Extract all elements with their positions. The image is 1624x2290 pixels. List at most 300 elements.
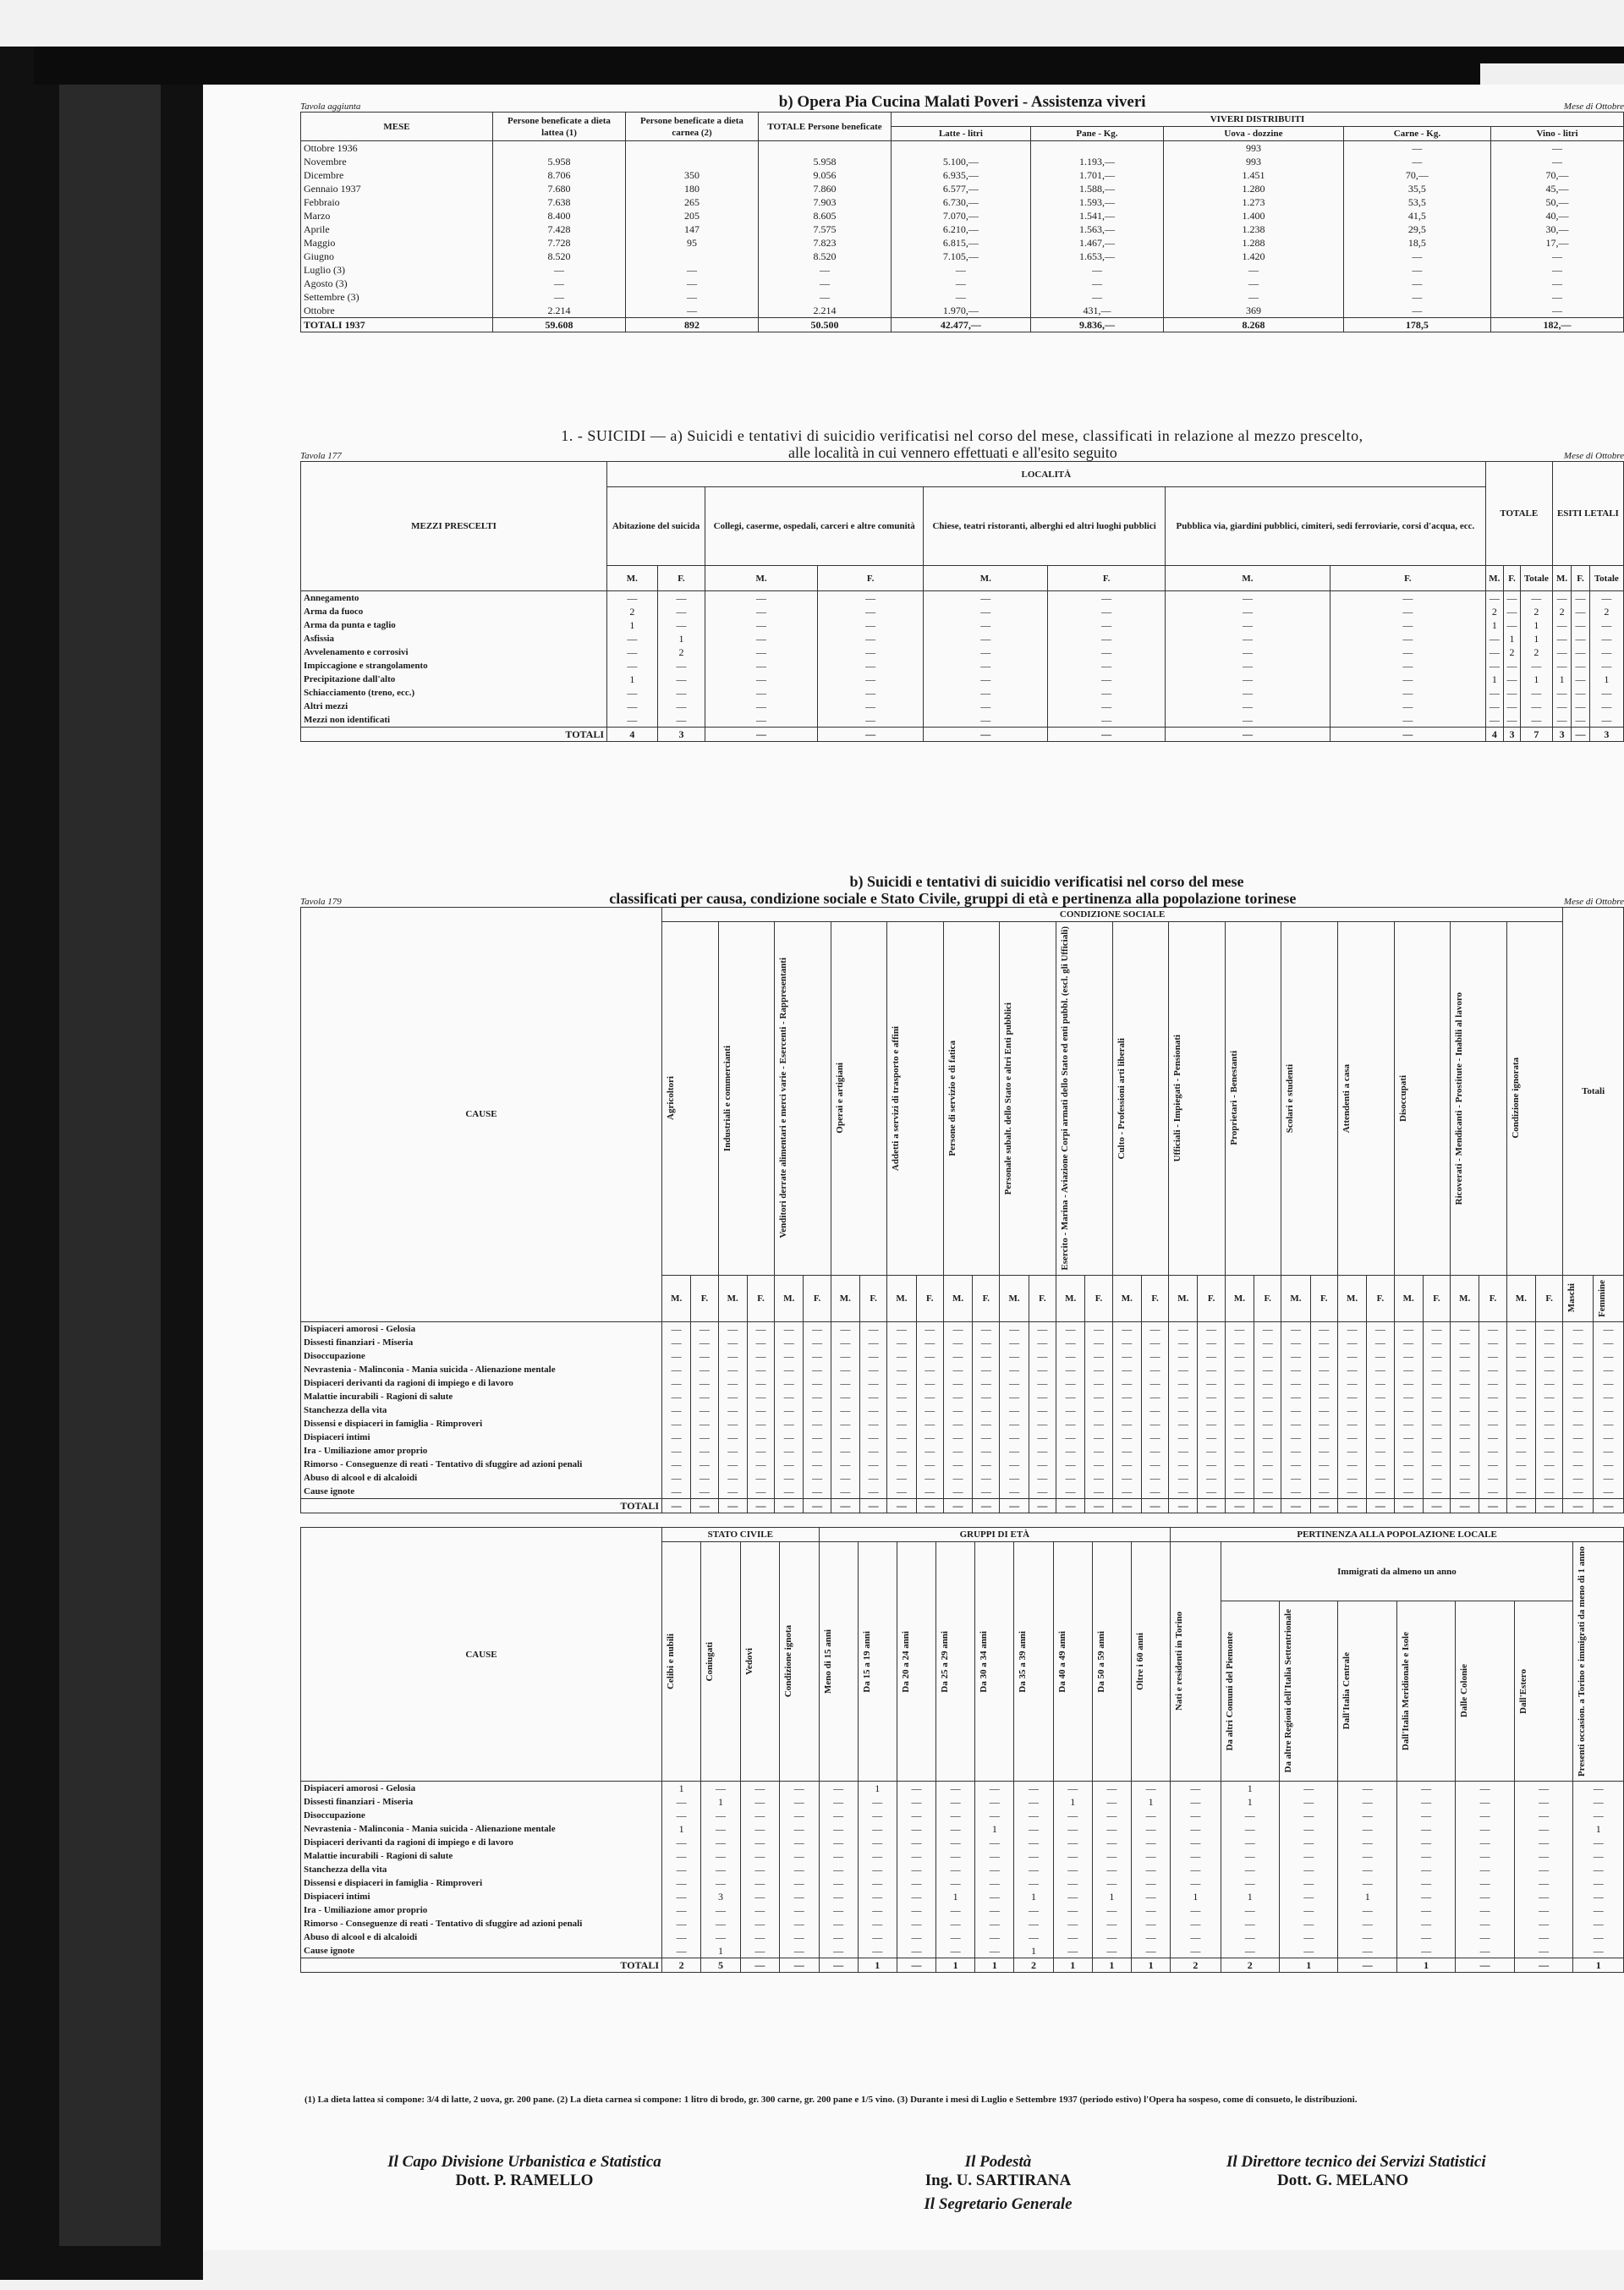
- total-cell: 2: [1171, 1958, 1221, 1973]
- table-cell: —: [1280, 1809, 1338, 1822]
- table-cell: [493, 141, 626, 156]
- table-cell: —: [1048, 686, 1166, 700]
- table-cell: —: [1169, 1458, 1198, 1471]
- total-cell: 4: [607, 728, 658, 742]
- table-cell: —: [705, 673, 818, 686]
- table-cell: 8.520: [493, 250, 626, 263]
- table-cell: —: [973, 1390, 1000, 1403]
- table-cell: —: [1520, 659, 1552, 673]
- table-cell: —: [1132, 1944, 1171, 1958]
- table-cell: —: [943, 1444, 972, 1458]
- table-cell: —: [1330, 686, 1485, 700]
- table-cell: —: [897, 1782, 935, 1796]
- table-cell: —: [747, 1390, 774, 1403]
- table-cell: 1: [701, 1795, 740, 1809]
- table-cell: 1: [1171, 1890, 1221, 1903]
- table-cell: —: [1337, 1485, 1366, 1499]
- cause-label: Abuso di alcool e di alcaloidi: [301, 1471, 662, 1485]
- table-cell: —: [975, 1917, 1014, 1930]
- table-cell: —: [662, 1349, 691, 1363]
- table-cell: —: [1456, 1917, 1514, 1930]
- table-cell: —: [1394, 1431, 1423, 1444]
- table-cell: —: [1589, 618, 1623, 632]
- table-cell: —: [1338, 1849, 1396, 1863]
- table-cell: —: [1029, 1363, 1056, 1376]
- table-cell: —: [1423, 1336, 1450, 1349]
- table-cell: —: [1394, 1321, 1423, 1336]
- table-cell: —: [1338, 1809, 1396, 1822]
- table-cell: —: [1337, 1403, 1366, 1417]
- table-cell: —: [819, 1836, 858, 1849]
- table-cell: —: [662, 1321, 691, 1336]
- table-cell: —: [1506, 1417, 1535, 1431]
- table-cell: —: [858, 1836, 897, 1849]
- table-cell: 1: [1520, 632, 1552, 645]
- table-cell: —: [1198, 1336, 1225, 1349]
- table-cell: —: [1485, 632, 1503, 645]
- table-cell: —: [718, 1321, 747, 1336]
- table-row: [301, 195, 1624, 209]
- table-cell: —: [1310, 1403, 1337, 1417]
- sex-header: F.: [1048, 566, 1166, 591]
- table-cell: —: [817, 645, 923, 659]
- table-cell: 2: [1520, 645, 1552, 659]
- table-cell: Dicembre: [301, 168, 493, 182]
- total-cell: 3: [1503, 728, 1520, 742]
- table-cell: —: [1166, 700, 1330, 713]
- table-cell: —: [1572, 618, 1589, 632]
- table-cell: 6.210,—: [892, 222, 1031, 236]
- table-cell: —: [1514, 1849, 1573, 1863]
- table-cell: —: [1029, 1321, 1056, 1336]
- total-cell: —: [1310, 1498, 1337, 1513]
- table-cell: —: [718, 1444, 747, 1458]
- table-cell: —: [804, 1363, 831, 1376]
- stato-civile-section: [300, 1527, 1624, 1973]
- table-cell: —: [1396, 1917, 1455, 1930]
- table-cell: —: [1330, 632, 1485, 645]
- table-cell: —: [1085, 1458, 1112, 1471]
- table-cell: —: [1169, 1431, 1198, 1444]
- table-cell: —: [1029, 1417, 1056, 1431]
- table-cell: —: [626, 290, 759, 304]
- table-cell: —: [1310, 1471, 1337, 1485]
- table-cell: —: [1141, 1336, 1168, 1349]
- table-cell: —: [1029, 1485, 1056, 1499]
- cond-col-header: [1056, 922, 1113, 1276]
- table-cell: —: [858, 1822, 897, 1836]
- table-cell: 993: [1164, 141, 1344, 156]
- table-cell: —: [1563, 1349, 1594, 1363]
- table-cell: —: [943, 1363, 972, 1376]
- table-cell: —: [1053, 1849, 1092, 1863]
- cause-label: Malattie incurabili - Ragioni di salute: [301, 1849, 662, 1863]
- table-cell: —: [1572, 713, 1589, 728]
- table-cell: —: [897, 1809, 935, 1822]
- table-cell: —: [1225, 1376, 1254, 1390]
- table-cell: —: [1221, 1944, 1279, 1958]
- table-cell: —: [747, 1321, 774, 1336]
- total-cell: —: [1367, 1498, 1394, 1513]
- table-cell: —: [1593, 1349, 1623, 1363]
- table-cell: —: [924, 632, 1048, 645]
- sex-header: F.: [1503, 566, 1520, 591]
- table-cell: —: [1132, 1930, 1171, 1944]
- table-cell: 1: [1092, 1890, 1131, 1903]
- table-cell: —: [943, 1417, 972, 1431]
- table-cell: 53,5: [1343, 195, 1490, 209]
- table-cell: —: [1338, 1863, 1396, 1876]
- table-row: [301, 1431, 1624, 1444]
- table-cell: —: [975, 1903, 1014, 1917]
- table-cell: —: [740, 1822, 779, 1836]
- table-cell: —: [1014, 1795, 1053, 1809]
- table-cell: —: [916, 1485, 943, 1499]
- table-cell: 1.563,—: [1030, 222, 1163, 236]
- table-cell: —: [1171, 1809, 1221, 1822]
- total-cell: —: [1563, 1498, 1594, 1513]
- table-cell: —: [1343, 155, 1490, 168]
- table-cell: —: [1280, 1930, 1338, 1944]
- table-cell: —: [1056, 1458, 1085, 1471]
- table-cell: —: [1563, 1485, 1594, 1499]
- table-cell: —: [887, 1485, 916, 1499]
- table-cell: —: [1396, 1809, 1455, 1822]
- cond-col-label: Industriali e commercianti: [721, 1045, 732, 1151]
- table-cell: —: [860, 1471, 887, 1485]
- table-cell: —: [1053, 1876, 1092, 1890]
- table-row: [301, 236, 1624, 250]
- table-cell: —: [1164, 277, 1344, 290]
- table-cell: —: [1479, 1321, 1506, 1336]
- table-cell: —: [1423, 1390, 1450, 1403]
- table-cell: —: [1337, 1336, 1366, 1349]
- table-cell: —: [662, 1795, 701, 1809]
- table-cell: —: [1056, 1376, 1085, 1390]
- table-cell: —: [1000, 1390, 1029, 1403]
- total-cell: —: [691, 1498, 718, 1513]
- table-cell: —: [973, 1376, 1000, 1390]
- table-row: [301, 713, 1624, 728]
- sex-header: M.: [1485, 566, 1503, 591]
- table-cell: 1: [1014, 1944, 1053, 1958]
- table-cell: —: [493, 290, 626, 304]
- cond-col-header: [1169, 922, 1226, 1276]
- table-cell: —: [936, 1917, 975, 1930]
- table-cell: 2.214: [493, 304, 626, 318]
- table-cell: —: [691, 1349, 718, 1363]
- table-cell: —: [1280, 1863, 1338, 1876]
- table-cell: —: [804, 1376, 831, 1390]
- table-cell: —: [747, 1485, 774, 1499]
- table-cell: —: [1563, 1321, 1594, 1336]
- table-cell: —: [1367, 1376, 1394, 1390]
- total-row: [301, 1498, 1624, 1513]
- table-cell: —: [975, 1930, 1014, 1944]
- table-cell: —: [1198, 1458, 1225, 1471]
- table-cell: —: [819, 1795, 858, 1809]
- col-label: Da 30 a 34 anni: [979, 1630, 990, 1693]
- table-cell: —: [887, 1431, 916, 1444]
- col-header: [1053, 1542, 1092, 1782]
- table-cell: —: [1552, 686, 1572, 700]
- table-cell: —: [740, 1836, 779, 1849]
- table-cell: —: [1589, 645, 1623, 659]
- table-cell: 2: [1503, 645, 1520, 659]
- table-cell: —: [1169, 1363, 1198, 1376]
- table-cell: —: [887, 1321, 916, 1336]
- table-row: [301, 1376, 1624, 1390]
- table-cell: —: [1171, 1944, 1221, 1958]
- table-cell: —: [1456, 1890, 1514, 1903]
- table-cell: —: [858, 1876, 897, 1890]
- total-cell: 59.608: [493, 318, 626, 332]
- table-cell: —: [1552, 645, 1572, 659]
- total-cell: —: [1451, 1498, 1479, 1513]
- table-cell: 1: [1221, 1782, 1279, 1796]
- table-cell: —: [1451, 1485, 1479, 1499]
- table-cell: —: [1112, 1349, 1141, 1363]
- cause-label: Rimorso - Conseguenze di reati - Tentativo di sfuggire ad azioni penali: [301, 1917, 662, 1930]
- table-cell: 35,5: [1343, 182, 1490, 195]
- tavola-aggiunta-title: b) Opera Pia Cucina Malati Poveri - Assistenza viveri: [778, 93, 1146, 111]
- table-cell: —: [1085, 1403, 1112, 1417]
- table-cell: —: [1367, 1336, 1394, 1349]
- sex-header: F.: [1535, 1275, 1562, 1321]
- total-cell: 1: [1280, 1958, 1338, 1973]
- table-cell: —: [1330, 618, 1485, 632]
- table-cell: —: [747, 1471, 774, 1485]
- row-label: Impiccagione e strangolamento: [301, 659, 607, 673]
- table-cell: —: [780, 1876, 819, 1890]
- table-cell: 6.577,—: [892, 182, 1031, 195]
- table-cell: 1.400: [1164, 209, 1344, 222]
- table-cell: —: [775, 1431, 804, 1444]
- table-cell: —: [740, 1782, 779, 1796]
- table-cell: —: [897, 1863, 935, 1876]
- table-cell: 30,—: [1491, 222, 1624, 236]
- table-cell: —: [718, 1390, 747, 1403]
- table-cell: 1: [1053, 1795, 1092, 1809]
- table-cell: —: [705, 700, 818, 713]
- col-label: Dall'Estero: [1517, 1668, 1528, 1714]
- table-cell: —: [1514, 1782, 1573, 1796]
- table-cell: 1: [936, 1890, 975, 1903]
- table-cell: —: [804, 1390, 831, 1403]
- table-cell: —: [691, 1417, 718, 1431]
- table-cell: —: [1503, 686, 1520, 700]
- table-cell: —: [1491, 155, 1624, 168]
- table-cell: 1.970,—: [892, 304, 1031, 318]
- table-cell: —: [747, 1458, 774, 1471]
- suicidi-a-section: [300, 427, 1624, 742]
- table-cell: —: [924, 659, 1048, 673]
- table-cell: —: [1048, 700, 1166, 713]
- row-label: Arma da fuoco: [301, 605, 607, 618]
- table-cell: —: [718, 1485, 747, 1499]
- table-cell: —: [858, 1917, 897, 1930]
- total-cell: —: [718, 1498, 747, 1513]
- table-cell: —: [662, 1917, 701, 1930]
- table-cell: —: [1589, 686, 1623, 700]
- table-row: [301, 1417, 1624, 1431]
- table-cell: —: [1573, 1795, 1624, 1809]
- table-cell: —: [662, 1417, 691, 1431]
- table-cell: 2: [607, 605, 658, 618]
- table-cell: —: [975, 1836, 1014, 1849]
- table-cell: —: [1029, 1349, 1056, 1363]
- table-cell: —: [1092, 1876, 1131, 1890]
- table-cell: —: [1280, 1849, 1338, 1863]
- table-cell: —: [1479, 1336, 1506, 1349]
- table-cell: —: [1048, 673, 1166, 686]
- cause-label: Dispiaceri intimi: [301, 1431, 662, 1444]
- sex-header: Totale: [1589, 566, 1623, 591]
- table-cell: —: [1337, 1376, 1366, 1390]
- table-cell: —: [975, 1795, 1014, 1809]
- table-cell: —: [1310, 1431, 1337, 1444]
- table-cell: 7.638: [493, 195, 626, 209]
- table-cell: —: [1254, 1458, 1281, 1471]
- table-cell: —: [1141, 1417, 1168, 1431]
- table-cell: —: [1112, 1431, 1141, 1444]
- table-cell: —: [662, 1836, 701, 1849]
- table-cell: [1030, 141, 1163, 156]
- table-row: [301, 1363, 1624, 1376]
- total-cell: 3: [657, 728, 705, 742]
- table-cell: —: [1337, 1390, 1366, 1403]
- maschi-label: Maschi: [1566, 1283, 1577, 1313]
- table-cell: 8.520: [759, 250, 892, 263]
- table-cell: —: [1225, 1471, 1254, 1485]
- table-cell: —: [747, 1336, 774, 1349]
- table-cell: —: [1000, 1321, 1029, 1336]
- table-row: [301, 1321, 1624, 1336]
- table-cell: —: [705, 659, 818, 673]
- table-cell: 1: [1014, 1890, 1053, 1903]
- row-label: Mezzi non identificati: [301, 713, 607, 728]
- cause-label: Abuso di alcool e di alcaloidi: [301, 1930, 662, 1944]
- cause-label: Rimorso - Conseguenze di reati - Tentativo di sfuggire ad azioni penali: [301, 1458, 662, 1471]
- table-cell: —: [1281, 1485, 1310, 1499]
- table-cell: —: [1029, 1431, 1056, 1444]
- table-row: [301, 1349, 1624, 1363]
- table-cell: —: [897, 1890, 935, 1903]
- table-cell: —: [1506, 1336, 1535, 1349]
- table-cell: —: [1573, 1809, 1624, 1822]
- col-header: [1396, 1601, 1455, 1782]
- table-cell: —: [1310, 1376, 1337, 1390]
- col-header: [1014, 1542, 1053, 1782]
- sex-header: F.: [1198, 1275, 1225, 1321]
- table-cell: —: [831, 1321, 859, 1336]
- table-cell: —: [1589, 632, 1623, 645]
- total-cell: 5: [701, 1958, 740, 1973]
- table-cell: —: [780, 1809, 819, 1822]
- sex-header: M.: [1552, 566, 1572, 591]
- table-cell: —: [1280, 1917, 1338, 1930]
- sex-header: M.: [1112, 1275, 1141, 1321]
- table-cell: —: [936, 1863, 975, 1876]
- total-cell: —: [1330, 728, 1485, 742]
- total-cell: —: [1112, 1498, 1141, 1513]
- table-cell: 1: [1520, 673, 1552, 686]
- table-cell: —: [1593, 1321, 1623, 1336]
- table-cell: —: [1572, 659, 1589, 673]
- table-cell: —: [1281, 1390, 1310, 1403]
- table-cell: —: [1056, 1363, 1085, 1376]
- table-cell: —: [662, 1930, 701, 1944]
- table-cell: —: [1514, 1930, 1573, 1944]
- table-cell: —: [780, 1795, 819, 1809]
- table-cell: —: [1085, 1417, 1112, 1431]
- cond-col-label: Persone di servizio e di fatica: [946, 1041, 957, 1156]
- table-cell: —: [1092, 1822, 1131, 1836]
- table-cell: —: [780, 1903, 819, 1917]
- cond-col-header: [1112, 922, 1169, 1276]
- table-cell: —: [1166, 591, 1330, 606]
- document-page: [203, 85, 1624, 2250]
- table-row: [301, 1822, 1624, 1836]
- table-cell: —: [1451, 1444, 1479, 1458]
- table-cell: —: [1014, 1917, 1053, 1930]
- col-label: Da 35 a 39 anni: [1018, 1630, 1029, 1693]
- table-cell: —: [860, 1403, 887, 1417]
- table-cell: —: [936, 1836, 975, 1849]
- table-cell: —: [975, 1782, 1014, 1796]
- table-cell: —: [657, 700, 705, 713]
- table-cell: —: [1030, 277, 1163, 290]
- table-cell: —: [1112, 1458, 1141, 1471]
- table-cell: —: [1112, 1363, 1141, 1376]
- sex-header: F.: [916, 1275, 943, 1321]
- table-cell: —: [780, 1890, 819, 1903]
- table-cell: —: [1514, 1890, 1573, 1903]
- table-cell: —: [943, 1349, 972, 1363]
- table-cell: —: [1479, 1471, 1506, 1485]
- table-cell: —: [662, 1376, 691, 1390]
- table-cell: 8.400: [493, 209, 626, 222]
- table-cell: —: [1225, 1349, 1254, 1363]
- table-cell: —: [718, 1431, 747, 1444]
- table-cell: —: [1394, 1336, 1423, 1349]
- total-cell: —: [1198, 1498, 1225, 1513]
- col-mese: MESE: [301, 113, 493, 141]
- table-cell: —: [775, 1458, 804, 1471]
- table-cell: —: [705, 605, 818, 618]
- table-cell: —: [831, 1431, 859, 1444]
- table-cell: —: [916, 1431, 943, 1444]
- cause-label: Ira - Umiliazione amor proprio: [301, 1444, 662, 1458]
- table-cell: —: [1563, 1336, 1594, 1349]
- table-cell: —: [860, 1444, 887, 1458]
- table-cell: —: [747, 1349, 774, 1363]
- table-cell: —: [858, 1809, 897, 1822]
- table-cell: —: [1254, 1471, 1281, 1485]
- table-cell: —: [887, 1471, 916, 1485]
- table-cell: —: [1053, 1822, 1092, 1836]
- table-cell: —: [1053, 1863, 1092, 1876]
- table-cell: —: [1503, 591, 1520, 606]
- table-cell: —: [1423, 1321, 1450, 1336]
- table-cell: —: [1396, 1849, 1455, 1863]
- table-cell: 8.605: [759, 209, 892, 222]
- table-cell: —: [804, 1417, 831, 1431]
- table-cell: —: [1563, 1390, 1594, 1403]
- table-cell: —: [1343, 304, 1490, 318]
- sex-header: M.: [1225, 1275, 1254, 1321]
- sex-header: M.: [1169, 1275, 1198, 1321]
